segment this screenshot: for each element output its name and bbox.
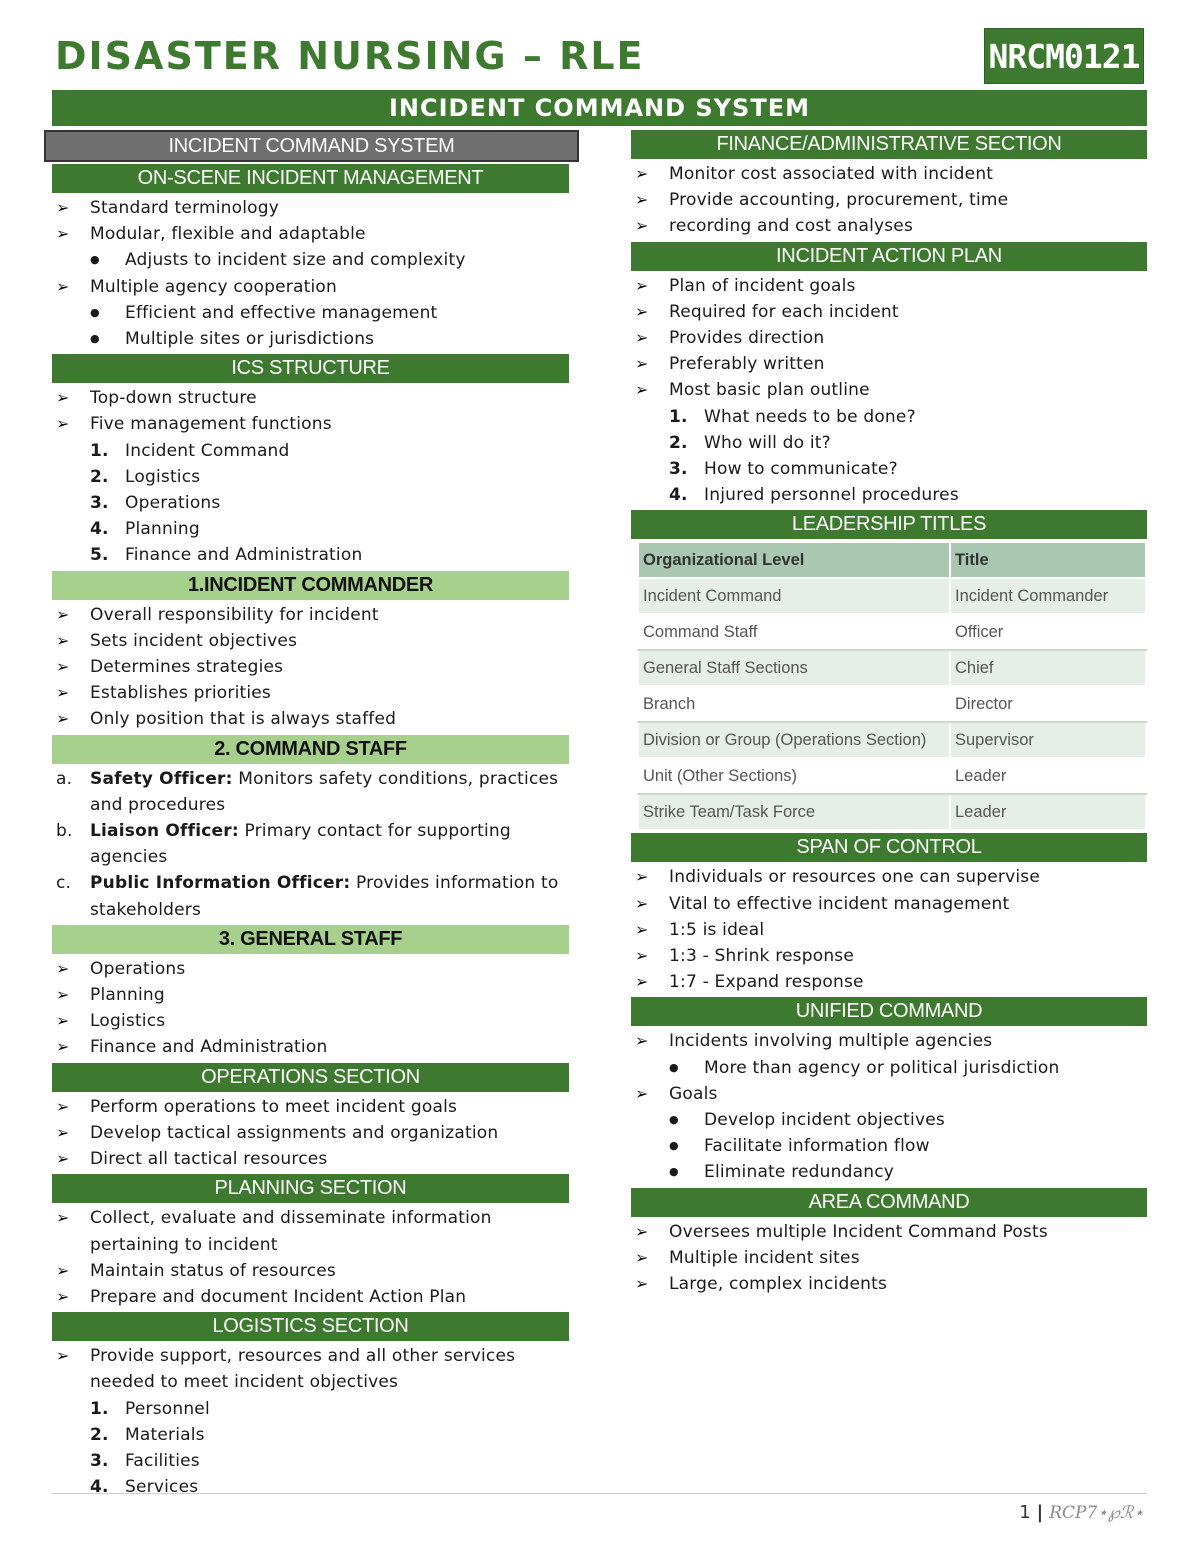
section-header-logistics: LOGISTICS SECTION [52,1312,569,1341]
list-item: 2. Materials [90,1424,205,1445]
list-item: ➢ Top-down structure [52,385,569,411]
list-item: ➢ Most basic plan outline [631,377,1147,403]
list-item: ➢ Maintain status of resources [52,1258,569,1284]
section-header-unified-command: UNIFIED COMMAND [631,997,1147,1026]
list-item: ➢ Prepare and document Incident Action Plan [52,1284,569,1310]
list-item: ➢ Operations [52,956,569,982]
list-item: ➢ Large, complex incidents [631,1271,1147,1297]
main-banner: INCIDENT COMMAND SYSTEM [52,90,1147,126]
list-item: ➢ Required for each incident [631,299,1147,325]
list-item: ➢ Determines strategies [52,654,569,680]
table-cell: Incident Commander [950,578,1146,614]
list-item: ● Facilitate information flow [631,1133,1147,1159]
page-number: 1 [1019,1502,1031,1523]
section-header-ics: INCIDENT COMMAND SYSTEM [44,130,579,162]
table-row [638,650,1146,686]
list-item: a. Safety Officer: Monitors safety conditions, practices and procedures [56,768,559,815]
list-item: ➢ Five management functions [52,411,569,437]
section-header-span-of-control: SPAN OF CONTROL [631,833,1147,862]
table-cell: Strike Team/Task Force [638,794,950,830]
list-item: ➢ Develop tactical assignments and organization [52,1120,569,1146]
section-header-ics-structure: ICS STRUCTURE [52,354,569,383]
span-list [631,864,1147,995]
section-header-incident-commander: 1.INCIDENT COMMANDER [52,571,569,600]
list-item: 3. How to communicate? [669,459,898,480]
list-item: ➢ Plan of incident goals [631,273,1147,299]
list-item: 5. Finance and Administration [90,545,363,566]
table-cell: Director [950,686,1146,722]
onscene-list [52,195,569,352]
operations-list [52,1094,569,1173]
structure-list [52,385,569,568]
list-item: 4. Planning [90,519,200,540]
commander-list [52,602,569,733]
list-item: ➢ Sets incident objectives [52,628,569,654]
list-item: 3. Operations [90,493,221,514]
list-item: 1. Personnel [90,1398,210,1419]
section-header-leadership-titles: LEADERSHIP TITLES [631,510,1147,539]
list-item: b. Liaison Officer: Primary contact for supporting agencies [56,821,511,868]
list-item: ➢ 1:7 - Expand response [631,969,1147,995]
list-item: ➢ Planning [52,982,569,1008]
table-header-row [638,542,1146,578]
section-header-finance: FINANCE/ADMINISTRATIVE SECTION [631,130,1147,159]
leadership-table [637,541,1147,831]
table-cell: Branch [638,686,950,722]
list-item: 1. What needs to be done? [669,406,916,427]
general-staff-list [52,956,569,1061]
list-item: ➢ Provides direction [631,325,1147,351]
list-item: ➢ 1:3 - Shrink response [631,943,1147,969]
table-cell: Officer [950,614,1146,650]
list-item: ➢ Multiple agency cooperation [52,274,569,300]
table-cell: Leader [950,758,1146,794]
list-item: ➢ Monitor cost associated with incident [631,161,1147,187]
logistics-list [52,1343,569,1500]
table-cell: Command Staff [638,614,950,650]
iap-list [631,273,1147,509]
list-item: ➢ recording and cost analyses [631,213,1147,239]
list-item: ➢ 1:5 is ideal [631,917,1147,943]
course-code-badge: NRCM0121 [984,28,1144,84]
list-item: ➢ Incidents involving multiple agencies [631,1028,1147,1054]
list-item: 4. Services [90,1477,199,1498]
table-row [638,722,1146,758]
section-header-planning: PLANNING SECTION [52,1174,569,1203]
table-cell: Incident Command [638,578,950,614]
list-item: 2. Logistics [90,466,201,487]
footer-separator: | [1036,1502,1044,1523]
list-item: 3. Facilities [90,1450,200,1471]
table-cell: Supervisor [950,722,1146,758]
list-item: ● Adjusts to incident size and complexity [52,247,569,273]
list-item: ➢ Modular, flexible and adaptable [52,221,569,247]
table-row [638,758,1146,794]
footer-divider [52,1493,1147,1494]
table-row [638,578,1146,614]
list-item: ● More than agency or political jurisdiction [631,1055,1147,1081]
section-header-operations: OPERATIONS SECTION [52,1063,569,1092]
right-column [631,128,1147,1297]
list-item: ➢ Collect, evaluate and disseminate information pertaining to incident [52,1205,569,1257]
list-item: ➢ Preferably written [631,351,1147,377]
column-header: Title [950,542,1146,578]
list-item: ● Efficient and effective management [52,300,569,326]
list-item: ➢ Vital to effective incident management [631,891,1147,917]
section-header-incident-action-plan: INCIDENT ACTION PLAN [631,242,1147,271]
finance-list [631,161,1147,240]
list-item: ➢ Overall responsibility for incident [52,602,569,628]
table-cell: Division or Group (Operations Section) [638,722,950,758]
table-cell: General Staff Sections [638,650,950,686]
area-list [631,1219,1147,1298]
column-header: Organizational Level [638,542,950,578]
list-item: ➢ Provide support, resources and all other services needed to meet incident objectives [52,1343,569,1395]
list-item: 2. Who will do it? [669,432,831,453]
list-item: ➢ Finance and Administration [52,1034,569,1060]
section-header-area-command: AREA COMMAND [631,1188,1147,1217]
list-item: ➢ Establishes priorities [52,680,569,706]
list-item: ➢ Direct all tactical resources [52,1146,569,1172]
section-header-command-staff: 2. COMMAND STAFF [52,735,569,764]
list-item: ● Eliminate redundancy [631,1159,1147,1185]
table-row [638,794,1146,830]
list-item: c. Public Information Officer: Provides information to stakeholders [56,873,559,920]
command-staff-list [52,766,569,923]
list-item: ➢ Oversees multiple Incident Command Posts [631,1219,1147,1245]
list-item: ➢ Provide accounting, procurement, time [631,187,1147,213]
list-item: ● Multiple sites or jurisdictions [52,326,569,352]
table-cell: Leader [950,794,1146,830]
section-header-general-staff: 3. GENERAL STAFF [52,925,569,954]
page-footer [1019,1502,1144,1523]
table-row [638,686,1146,722]
list-item: 1. Incident Command [90,440,290,461]
table-cell: Unit (Other Sections) [638,758,950,794]
list-item: ➢ Standard terminology [52,195,569,221]
unified-list [631,1028,1147,1185]
section-header-onscene: ON-SCENE INCIDENT MANAGEMENT [52,164,569,193]
list-item: ➢ Goals [631,1081,1147,1107]
left-column [52,128,569,1500]
planning-list [52,1205,569,1310]
table-cell: Chief [950,650,1146,686]
list-item: ➢ Perform operations to meet incident goals [52,1094,569,1120]
list-item: ➢ Multiple incident sites [631,1245,1147,1271]
list-item: ➢ Only position that is always staffed [52,706,569,732]
list-item: ➢ Logistics [52,1008,569,1034]
page-title: DISASTER NURSING – RLE [55,34,645,78]
list-item: ● Develop incident objectives [631,1107,1147,1133]
table-row [638,614,1146,650]
author-signature: RCP7⋆℘ℛ⋆ [1049,1502,1144,1523]
list-item: ➢ Individuals or resources one can supervise [631,864,1147,890]
list-item: 4. Injured personnel procedures [669,485,959,506]
